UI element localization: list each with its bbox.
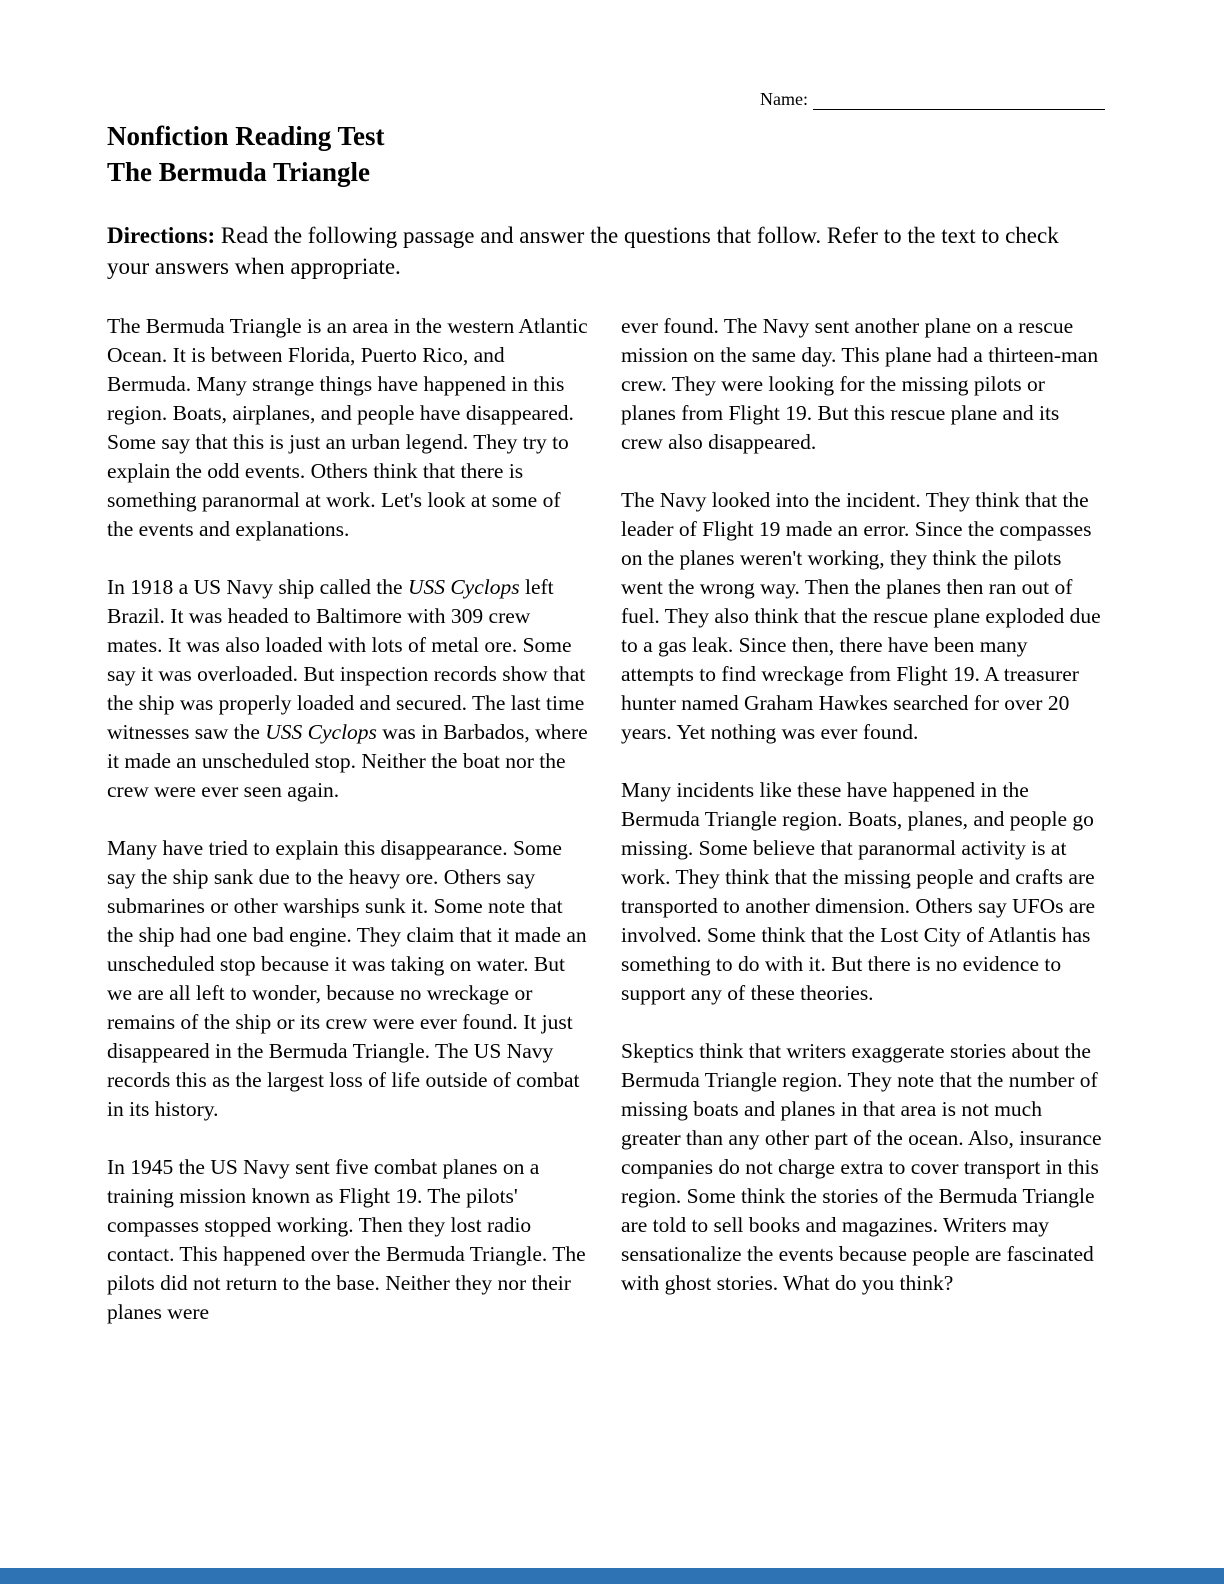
directions-label: Directions: bbox=[107, 223, 216, 248]
title-line-2: The Bermuda Triangle bbox=[107, 157, 371, 187]
paragraph-4-continued: ever found. The Navy sent another plane on a rescue mission on the same day. This plane had a thirteen-man crew. They were looking for the missing pilots or planes from Flight 19. But this rescue plane and its crew also disappeared. bbox=[621, 314, 1099, 454]
left-column bbox=[107, 312, 591, 1327]
directions bbox=[107, 220, 1105, 282]
footer-accent-bar bbox=[0, 1568, 1224, 1584]
paragraph-2-segment: was in Barbados, where it made an unscheduled stop. Neither the boat nor the crew were ever seen again. bbox=[107, 720, 588, 802]
ship-name-italic: USS Cyclops bbox=[265, 720, 377, 744]
paragraph-5: The Navy looked into the incident. They think that the leader of Flight 19 made an error. Since the compasses on the planes weren't working, they think the pilots went the wrong way. Then the planes then ran out of fuel. They also think that the rescue plane exploded due to a gas leak. Since then, there have been many attempts to find wreckage from Flight 19. A treasurer hunter named Graham Hawkes searched for over 20 years. Yet nothing was ever found. bbox=[621, 488, 1101, 744]
name-blank-line bbox=[813, 90, 1105, 110]
paragraph-2 bbox=[107, 573, 591, 805]
paragraph-3: Many have tried to explain this disappearance. Some say the ship sank due to the heavy ore. Others say submarines or other warships sunk it. Some note that the ship had one bad engine. They claim that it made an unscheduled stop because it was taking on water. But we are all left to wonder, because no wreckage or remains of the ship or its crew were ever found. It just disappeared in the Bermuda Triangle. The US Navy records this as the largest loss of life outside of combat in its history. bbox=[107, 836, 587, 1121]
paragraph-2-segment: In 1918 a US Navy ship called the bbox=[107, 575, 408, 599]
paragraph-4: In 1945 the US Navy sent five combat planes on a training mission known as Flight 19. The pilots' compasses stopped working. Then they lost radio contact. This happened over the Bermuda Triangle. The pilots did not return to the base. Neither they nor their planes were bbox=[107, 1155, 586, 1324]
paragraph-7: Skeptics think that writers exaggerate stories about the Bermuda Triangle region. They note that the number of missing boats and planes in that area is not much greater than any other part of the ocean. Also, insurance companies do not charge extra to cover transport in this region. Some think the stories of the Bermuda Triangle are told to sell books and magazines. Writers may sensationalize the events because people are fascinated with ghost stories. What do you think? bbox=[621, 1039, 1102, 1295]
name-label: Name: bbox=[760, 89, 808, 109]
paragraph-1: The Bermuda Triangle is an area in the western Atlantic Ocean. It is between Florida, Puerto Rico, and Bermuda. Many strange things have happened in this region. Boats, airplanes, and people have disappeared. Some say that this is just an urban legend. They try to explain the odd events. Others think that there is something paranormal at work. Let's look at some of the events and explanations. bbox=[107, 314, 588, 541]
ship-name-italic: USS Cyclops bbox=[407, 575, 520, 599]
title-line-1: Nonfiction Reading Test bbox=[107, 121, 385, 151]
passage-columns bbox=[107, 312, 1105, 1327]
right-column bbox=[621, 312, 1105, 1327]
directions-text: Read the following passage and answer the questions that follow. Refer to the text to check your answers when appropriate. bbox=[107, 223, 1059, 279]
paragraph-2-segment: left Brazil. It was headed to Baltimore with 309 crew mates. It was also loaded with lots of metal ore. Some say it was overloaded. But inspection records show that the ship was properly loaded and secured. The last time witnesses saw the bbox=[107, 575, 586, 744]
paragraph-6: Many incidents like these have happened in the Bermuda Triangle region. Boats, planes, and people go missing. Some believe that paranormal activity is at work. They think that the missing people and crafts are transported to another dimension. Others say UFOs are involved. Some think that the Lost City of Atlantis has something to do with it. But there is no evidence to support any of these theories. bbox=[621, 778, 1096, 1005]
page-title bbox=[107, 118, 1105, 190]
name-row bbox=[107, 86, 1105, 110]
